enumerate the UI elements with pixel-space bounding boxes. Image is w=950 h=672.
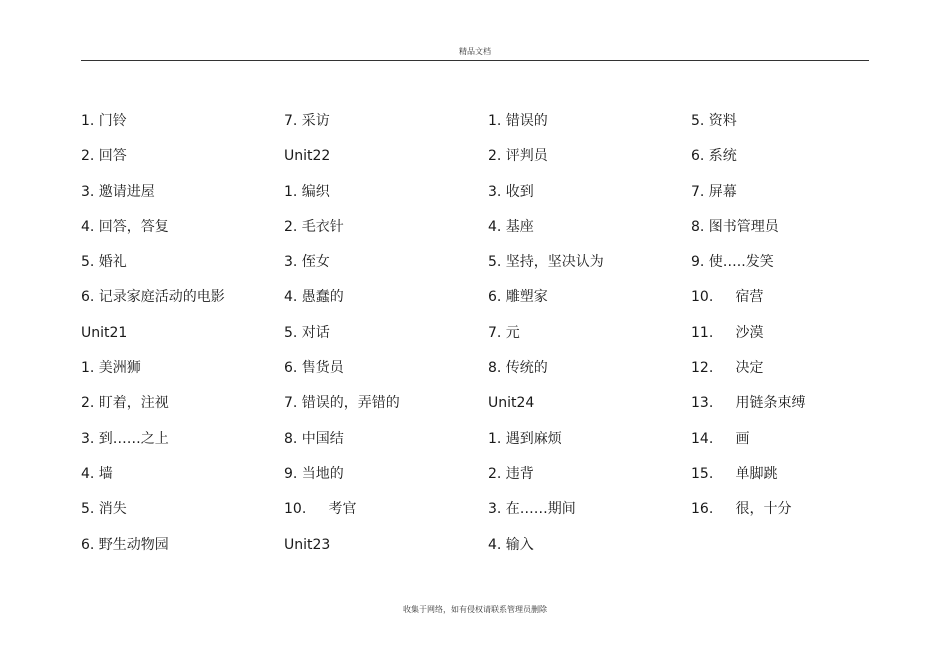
vocab-line: 1. 错误的 [488, 113, 548, 129]
vocab-line: 3. 到……之上 [81, 430, 169, 447]
vocab-line: 6. 记录家庭活动的电影 [81, 289, 225, 306]
vocab-line: 8. 中国结 [284, 430, 344, 447]
vocab-column-2 [284, 111, 400, 570]
unit-heading: Unit24 [488, 395, 535, 412]
vocab-line: 14. 画 [691, 430, 750, 447]
vocab-line: 9. 使…..发笑 [691, 254, 774, 271]
vocab-line: 1. 美洲狮 [81, 360, 141, 377]
vocab-line: 9. 当地的 [284, 465, 344, 482]
vocab-line: 4. 愚蠢的 [284, 289, 344, 306]
vocab-line: 4. 墙 [81, 465, 113, 482]
page-footer: 收集于网络，如有侵权请联系管理员删除 [403, 605, 547, 614]
vocab-line: 1. 编织 [284, 183, 330, 200]
vocab-line: 6. 野生动物园 [81, 536, 169, 553]
unit-heading: Unit23 [284, 536, 331, 553]
vocab-line: 11. 沙漠 [691, 324, 764, 341]
unit-heading: Unit21 [81, 324, 128, 341]
vocab-line: 2. 盯着，注视 [81, 395, 169, 412]
header-divider [81, 60, 869, 61]
vocab-column-4 [691, 111, 806, 535]
page-header: 精品文档 [459, 47, 491, 56]
vocab-line: 4. 基座 [488, 218, 534, 235]
vocab-line: 7. 采访 [284, 113, 330, 129]
vocab-line: 5. 对话 [284, 324, 330, 341]
vocab-line: 3. 邀请进屋 [81, 183, 155, 200]
vocab-line: 16. 很，十分 [691, 501, 792, 518]
vocab-line: 3. 在……期间 [488, 501, 576, 518]
vocab-line: 1. 遇到麻烦 [488, 430, 562, 447]
unit-heading: Unit22 [284, 148, 331, 165]
vocab-line: 6. 系统 [691, 148, 737, 165]
vocab-line: 10. 宿营 [691, 289, 764, 306]
vocab-line: 5. 消失 [81, 501, 127, 518]
vocab-line: 6. 雕塑家 [488, 289, 548, 306]
vocab-line: 2. 回答 [81, 148, 127, 165]
vocab-line: 7. 元 [488, 324, 520, 341]
vocab-line: 2. 毛衣针 [284, 218, 344, 235]
vocab-line: 2. 评判员 [488, 148, 548, 165]
vocab-line: 1. 门铃 [81, 113, 127, 129]
vocab-line: 4. 输入 [488, 536, 534, 553]
vocab-line: 15. 单脚跳 [691, 465, 778, 482]
vocab-line: 10. 考官 [284, 501, 357, 518]
vocab-line: 5. 资料 [691, 113, 737, 129]
vocab-column-1 [81, 111, 225, 570]
vocab-line: 6. 售货员 [284, 360, 344, 377]
vocab-line: 13. 用链条束缚 [691, 395, 806, 412]
vocab-line: 3. 侄女 [284, 254, 330, 271]
vocab-line: 7. 屏幕 [691, 183, 737, 200]
vocab-line: 2. 违背 [488, 465, 534, 482]
vocab-line: 12. 决定 [691, 360, 764, 377]
vocab-column-3 [488, 111, 604, 570]
vocab-line: 7. 错误的，弄错的 [284, 395, 400, 412]
vocab-line: 5. 婚礼 [81, 254, 127, 271]
vocab-line: 5. 坚持，坚决认为 [488, 254, 604, 271]
vocab-line: 3. 收到 [488, 183, 534, 200]
vocab-line: 8. 图书管理员 [691, 218, 779, 235]
vocab-line: 8. 传统的 [488, 360, 548, 377]
vocab-line: 4. 回答，答复 [81, 218, 169, 235]
